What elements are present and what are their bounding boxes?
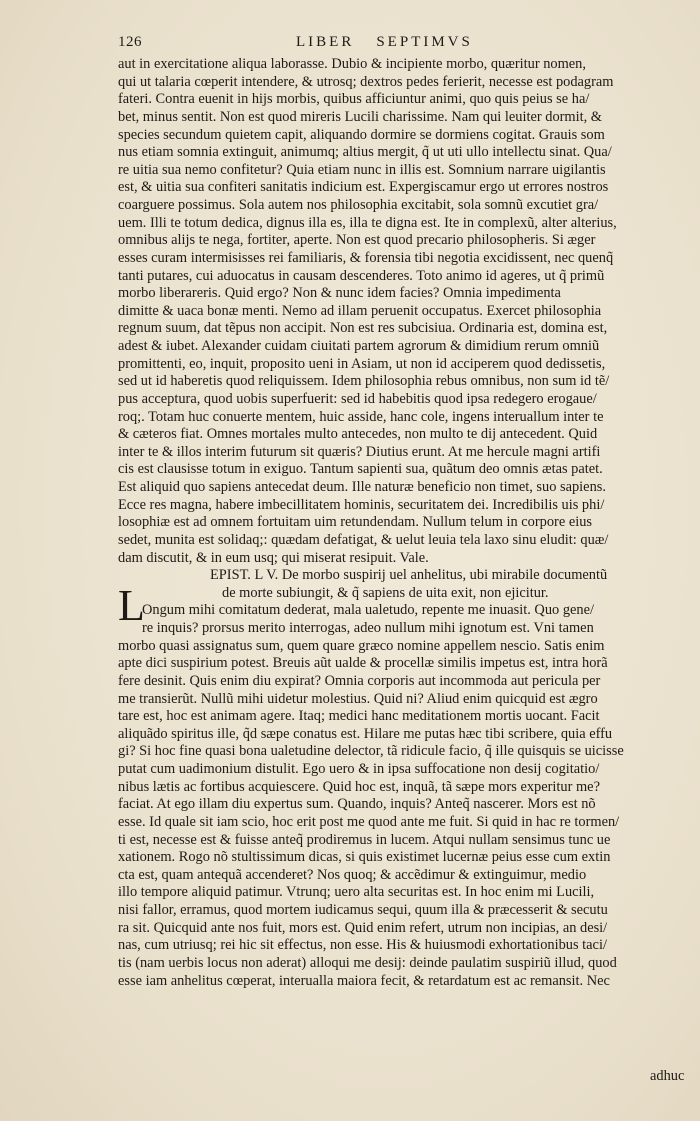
text-line: species secundum quietem capit, aliquando dormire se dormiens cogitat. Grauis som [118,126,605,143]
text-line: Ecce res magna, habere imbecillitatem hominis, securitatem dei. Incredibilis uis phi/ [118,496,605,513]
text-line: fere desinit. Quis enim diu expirat? Omnia corporis aut incommoda aut pericula per [118,672,601,689]
text-line: me transierũt. Nullũ mihi uidetur molestius. Quid ni? Aliud enim quicquid est ægro [118,690,598,707]
title-word: LIBER [296,34,355,50]
text-line: sedet, munita est solidaq;: quædam defatigat, & uelut leuia tela laxo sinu eludit: quæ/ [118,531,609,548]
text-line: morbo liberareris. Quid ergo? Non & nunc idem facies? Omnia impedimenta [118,285,561,302]
text-line: aliquãdo spiritus ille, q̃d sæpe conatus est. Hilare me putas hæc tibi scribere, quia effu [118,725,613,742]
text-line: Ongum mihi comitatum dederat, mala ualetudo, repente me inuasit. Quo gene/ [142,602,594,619]
text-line: cis est clausisse totum in exiguo. Tantum sapienti sua, quãtum deo omnis ætas patet. [118,461,603,478]
running-header [118,34,678,54]
text-line: nas, cum utriusq; rei hic sit effectus, non esse. His & huiusmodi exhortationibus taci/ [118,937,607,954]
text-line: bet, minus sentit. Non est quod mireris Lucili charissime. Nam qui leuiter dormit, & [118,108,603,125]
text-line: ra sit. Quicquid ante nos fuit, mors est. Quid enim refert, utrum non incipias, an desi/ [118,919,608,936]
text-line: xationem. Rogo nõ stultissimum dicas, si quis existimet lucernæ peius esse cum extin [118,849,611,866]
text-line: EPIST. L V. De morbo suspirij uel anhelitus, ubi mirabile documentũ [210,567,608,584]
text-line: re inquis? prorsus merito interrogas, adeo nullum mihi ignotum est. Vni tamen [142,620,594,636]
text-line: omnibus alijs te nega, fortiter, aperte. Non est quod precario philosopheris. Si æger [118,232,596,249]
text-line: dam discutit, & in eum usq; qui miserat resipuit. Vale. [118,549,429,566]
text-line: re uitia sua nemo confitetur? Quia etiam nunc in illis est. Somnium narrare uigilantis [118,161,606,178]
text-line: promittenti, eo, inquit, proposito ueni in Asiam, ut non id acciperem quod dedissetis, [118,355,606,372]
text-line: adest & iubet. Alexander cuidam ciuitati partem agrorum & dimidium rerum omniũ [118,338,600,354]
text-line: esses curam intermisisses rei familiaris, & forensia tibi negotia excidissent, nec quenq̃ [118,249,614,266]
text-line: tare est, hoc est animam agere. Itaq; medici hanc meditationem mortis uocant. Facit [118,708,600,725]
page-number: 126 [118,34,142,50]
text-line: Est aliquid quo sapiens antecedat deum. Ille naturæ beneficio non timet, suo sapiens. [118,479,606,495]
text-line: ti est, necesse est & fuisse anteq̃ prodiremus in lucem. Atqui nullam sensimus tunc ue [118,831,611,848]
text-line: qui ut talaria cœperit intendere, & utrosq; dextros pedes ferierit, necesse est podagram [118,73,614,90]
text-line: nus etiam somnia extinguit, animumq; altius mergit, q̃ ut uti ullo intellectu sinat. Qua/ [118,144,612,161]
drop-cap: L [118,581,145,630]
text-line: uem. Illi te totum dedica, dignus illa es, illa te digna est. Ite in complexũ, alter alterius, [118,214,617,231]
text-line: faciat. At ego illam diu expertus sum. Quando, inquis? Anteq̃ nascerer. Mors est nõ [118,796,596,813]
text-line: nibus lætis ac fortibus acquiescere. Quid hoc est, inquã, tã sæpe mors experitur me? [118,778,600,795]
text-line: fateri. Contra euenit in hijs morbis, quibus afficiuntur animi, quo quis peius se ha/ [118,91,590,108]
text-line: est, & uitia sua confiteri sanitatis indicium est. Expergiscamur ergo ut errores nostros [118,179,609,196]
text-line: pus acceptura, quod uobis superfuerit: sed id habebitis quod ipsa redegero erogaue/ [118,390,597,407]
text-line: apte dici suspirium potest. Breuis aũt ualde & procellæ similis impetus est, intra horã [118,655,608,672]
catchword: adhuc [650,1068,685,1084]
text-line: roq;. Totam huc conuerte mentem, huic asside, hanc cole, ingens interuallum inter te [118,408,604,425]
text-line: inter te & illos interim futurum sit quæris? Diutius erunt. At me hercule magni artifi [118,443,601,460]
text-line: & cæteros fiat. Omnes mortales multo antecedes, non multo te dij antecedent. Quid [118,426,598,443]
text-line: coarguere possimus. Sola autem nos philosophia excitabit, sola somnũ excutiet gra/ [118,197,599,213]
title-word: SEPTIMVS [376,34,473,50]
text-line: putat cum uadimonium distulit. Ego uero & in ipsa suffocatione non desij cogitatio/ [118,761,600,777]
text-line: dimitte & uaca bonæ menti. Nemo ad illam peruenit occupatus. Exercet philosophia [118,302,602,319]
text-line: tis (nam uerbis locus non aderat) alloqui me desij: deinde paulatim suspiriũ illud, quod [118,954,617,971]
text-line: nisi fallor, erramus, quod mortem iudicamus sequi, quum illa & præcesserit & secutu [118,902,608,918]
text-line: esse iam anhelitus cœperat, interualla maiora fecit, & retardatum est ac remansit. Nec [118,972,610,989]
text-line: illo tempore aliquid patimur. Vtrunq; uero alta securitas est. In hoc enim mi Lucili, [118,884,595,901]
running-title [296,34,473,51]
text-line: gi? Si hoc fine quasi bona ualetudine delector, tã ridicule facio, q̃ ille quisquis se uicisse [118,743,624,760]
text-line: aut in exercitatione aliqua laborasse. Dubio & incipiente morbo, quæritur nomen, [118,56,586,72]
text-line: sed ut id haberetis quod reliquissem. Idem philosophia rebus omnibus, non sum id tẽ/ [118,373,610,390]
text-line: tanti putares, cui aduocatus in causam descenderes. Toto animo id ageres, ut q̃ primũ [118,267,605,284]
text-line: de morte subiungit, & q̃ sapiens de uita exit, non ejicitur. [222,584,549,601]
text-line: losophiæ est ad omnem fortuitam uim retundendam. Nullum telum in corpore eius [118,514,593,531]
text-block [118,56,682,990]
text-line: morbo quasi assignatus sum, quem quare græco nomine appellem nescio. Satis enim [118,637,605,654]
text-line: regnum suum, dat tẽpus non accipit. Non est res subcisiua. Ordinaria est, domina est, [118,320,608,337]
text-line: esse. Id quale sit iam scio, hoc erit post me quod ante me fuit. Si quid in hac re tormen/ [118,813,620,830]
text-line: cta est, quam antequã accenderet? Nos quoq; & accẽdimur & extinguimur, medio [118,866,587,883]
